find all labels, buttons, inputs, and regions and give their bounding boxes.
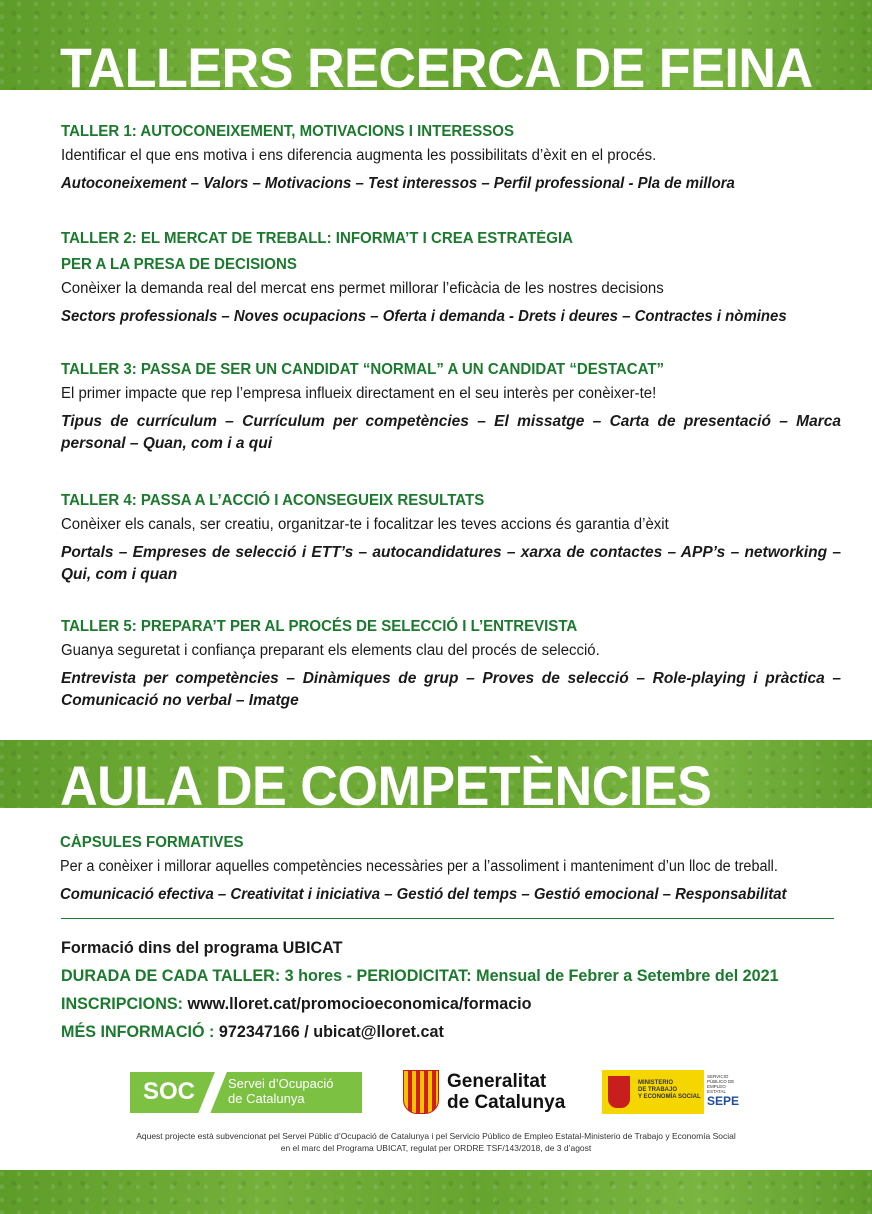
sepe-text: SEPE xyxy=(707,1094,740,1108)
workshop-tags: Portals – Empreses de selecció i ETT’s – autocandidatures – xarxa de contactes – APP’s – networking – Qui, com i quan xyxy=(61,544,841,583)
aula-subtitle: CÀPSULES FORMATIVES xyxy=(60,834,244,851)
aula-section xyxy=(60,830,840,906)
divider xyxy=(61,918,834,919)
workshop-2 xyxy=(61,226,841,328)
program-line xyxy=(61,934,821,962)
gen-line2: de Catalunya xyxy=(447,1092,566,1113)
soc-logo-short: SOC xyxy=(143,1078,196,1105)
inscriptions-line xyxy=(61,990,821,1018)
more-info-line xyxy=(61,1018,821,1046)
aula-desc: Per a conèixer i millorar aquelles competències necessàries per a l’assoliment i manteniment d’un lloc de treball. xyxy=(60,858,778,875)
inscriptions-label: INSCRIPCIONS: xyxy=(61,994,188,1013)
ministry-line2: DE TRABAJO xyxy=(638,1087,678,1093)
workshop-desc: Guanya seguretat i confiança preparant els elements clau del procés de selecció. xyxy=(61,642,600,659)
spain-shield-icon xyxy=(608,1076,630,1108)
soc-logo-text xyxy=(228,1076,334,1106)
workshop-tags: Sectors professionals – Noves ocupacions – Oferta i demanda - Drets i deures – Contractes i nòmines xyxy=(61,308,787,325)
soc-slash-shape xyxy=(195,1072,230,1113)
footer-band xyxy=(0,1170,872,1214)
workshop-5 xyxy=(61,614,841,712)
workshop-3 xyxy=(61,357,841,455)
workshop-title-cont: PER A LA PRESA DE DECISIONS xyxy=(61,256,297,273)
workshop-tags: Tipus de currículum – Currículum per competències – El missatge – Carta de presentació – Marca personal – Quan, com i a qui xyxy=(61,413,841,452)
soc-logo xyxy=(130,1072,362,1113)
more-info-label: MÉS INFORMACIÓ : xyxy=(61,1022,219,1041)
ministry-text xyxy=(638,1080,701,1101)
soc-line2: de Catalunya xyxy=(228,1091,305,1106)
aula-tags: Comunicació efectiva – Creativitat i iniciativa – Gestió del temps – Gestió emocional – Responsabilitat xyxy=(60,886,787,903)
more-info-contact[interactable]: 972347166 / ubicat@lloret.cat xyxy=(218,1022,444,1041)
funding-line1: Aquest projecte està subvencionat pel Servei Públic d’Ocupació de Catalunya i pel Servicio Público de Empleo Estatal-Ministerio de Trabajo y Economía Social xyxy=(136,1131,736,1141)
page-title: TALLERS RECERCA DE FEINA xyxy=(60,36,813,99)
duration-line xyxy=(61,962,821,990)
workshop-desc: Identificar el que ens motiva i ens diferencia augmenta les possibilitats d’èxit en el procés. xyxy=(61,147,657,164)
workshop-tags: Autoconeixement – Valors – Motivacions – Test interessos – Perfil professional - Pla de millora xyxy=(61,175,735,192)
generalitat-logo-text xyxy=(447,1071,565,1113)
ministry-line1: MINISTERIO xyxy=(638,1080,674,1086)
generalitat-flag-icon xyxy=(403,1070,439,1114)
logos-row xyxy=(0,1068,872,1118)
workshop-desc: El primer impacte que rep l’empresa influeix directament en el seu interès per conèixer-te! xyxy=(61,385,657,402)
workshop-desc: Conèixer els canals, ser creatiu, organitzar-te i focalitzar les teves accions és garantia d’èxit xyxy=(61,516,669,533)
soc-line1: Servei d’Ocupació xyxy=(228,1076,334,1091)
sepe-small-text: SERVICIO PÚBLICO DE EMPLEO ESTATAL xyxy=(707,1074,735,1094)
gen-line1: Generalitat xyxy=(447,1071,547,1092)
workshop-title: TALLER 3: PASSA DE SER UN CANDIDAT “NORMAL” A UN CANDIDAT “DESTACAT” xyxy=(61,361,665,378)
workshop-desc: Conèixer la demanda real del mercat ens permet millorar l’eficàcia de les nostres decisions xyxy=(61,280,664,297)
inscriptions-link[interactable]: www.lloret.cat/promocioeconomica/formacio xyxy=(187,994,532,1013)
workshop-tags: Entrevista per competències – Dinàmiques de grup – Proves de selecció – Role-playing i pràctica – Comunicació no verbal – Imatge xyxy=(61,670,841,709)
workshop-4 xyxy=(61,488,841,586)
workshop-title: TALLER 1: AUTOCONEIXEMENT, MOTIVACIONS I INTERESSOS xyxy=(61,123,515,140)
funding-line2: en el marc del Programa UBICAT, regulat per ORDRE TSF/143/2018, de 3 d’agost xyxy=(280,1142,592,1153)
duration-text: DURADA DE CADA TALLER: 3 hores - PERIODICITAT: Mensual de Febrer a Setembre del 2021 xyxy=(61,966,779,985)
ministry-line3: Y ECONOMÍA SOCIAL xyxy=(638,1094,701,1100)
ministry-sepe-logo xyxy=(602,1070,744,1114)
program-text: Formació dins del programa UBICAT xyxy=(61,938,343,957)
workshop-title: TALLER 5: PREPARA’T PER AL PROCÉS DE SELECCIÓ I L’ENTREVISTA xyxy=(61,618,578,635)
sepe-box xyxy=(704,1070,744,1114)
aula-title: AULA DE COMPETÈNCIES xyxy=(60,754,712,817)
workshop-1 xyxy=(61,119,841,195)
workshop-title: TALLER 2: EL MERCAT DE TREBALL: INFORMA’T I CREA ESTRATÈGIA xyxy=(61,230,574,247)
workshop-title: TALLER 4: PASSA A L’ACCIÓ I ACONSEGUEIX RESULTATS xyxy=(61,492,485,509)
funding-note xyxy=(0,1131,872,1154)
